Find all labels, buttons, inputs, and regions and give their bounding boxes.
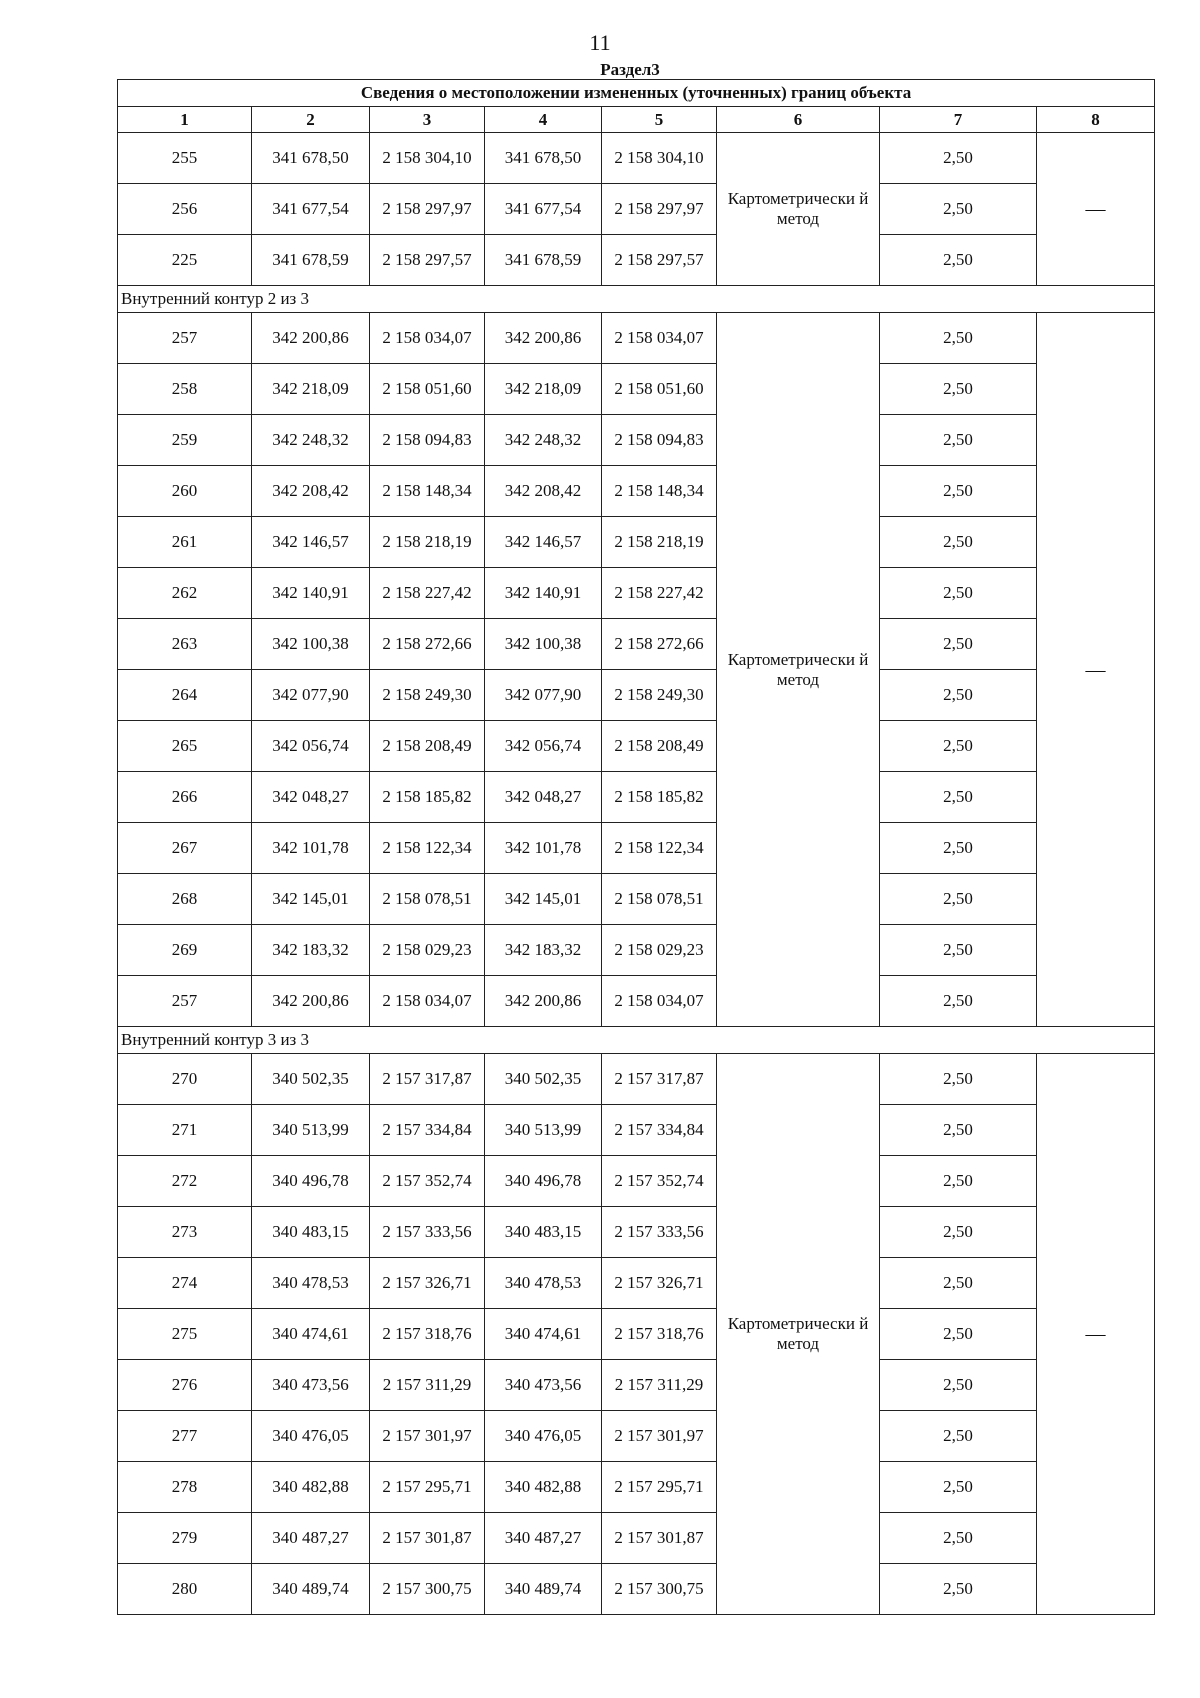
table-row — [118, 1564, 1155, 1615]
table-title-row — [118, 80, 1155, 107]
y-existing-cell: 2 158 272,66 — [370, 619, 485, 670]
table-row — [118, 976, 1155, 1027]
y-updated-cell: 2 157 334,84 — [602, 1105, 717, 1156]
table-row — [118, 466, 1155, 517]
table-row — [118, 1360, 1155, 1411]
page-number: 11 — [589, 30, 611, 55]
y-existing-cell: 2 157 317,87 — [370, 1054, 485, 1105]
accuracy-cell: 2,50 — [880, 133, 1037, 184]
table-row — [118, 415, 1155, 466]
table-row — [118, 1309, 1155, 1360]
accuracy-cell: 2,50 — [880, 1105, 1037, 1156]
y-updated-cell: 2 158 297,57 — [602, 235, 717, 286]
y-updated-cell: 2 158 122,34 — [602, 823, 717, 874]
y-updated-cell: 2 158 034,07 — [602, 976, 717, 1027]
method-cell: Картометрически й метод — [717, 313, 880, 1027]
y-existing-cell: 2 158 208,49 — [370, 721, 485, 772]
point-number-cell: 273 — [118, 1207, 252, 1258]
x-existing-cell: 341 678,50 — [252, 133, 370, 184]
point-number-cell: 225 — [118, 235, 252, 286]
x-existing-cell: 342 146,57 — [252, 517, 370, 568]
y-updated-cell: 2 158 078,51 — [602, 874, 717, 925]
table-row — [118, 874, 1155, 925]
table-row — [118, 1207, 1155, 1258]
x-existing-cell: 340 478,53 — [252, 1258, 370, 1309]
x-updated-cell: 341 678,59 — [485, 235, 602, 286]
table-row — [118, 133, 1155, 184]
y-updated-cell: 2 157 301,97 — [602, 1411, 717, 1462]
x-updated-cell: 340 474,61 — [485, 1309, 602, 1360]
point-number-cell: 272 — [118, 1156, 252, 1207]
x-updated-cell: 340 473,56 — [485, 1360, 602, 1411]
point-number-cell: 267 — [118, 823, 252, 874]
point-number-cell: 260 — [118, 466, 252, 517]
y-existing-cell: 2 158 034,07 — [370, 313, 485, 364]
x-existing-cell: 340 473,56 — [252, 1360, 370, 1411]
y-updated-cell: 2 158 208,49 — [602, 721, 717, 772]
y-updated-cell: 2 158 185,82 — [602, 772, 717, 823]
x-existing-cell: 340 502,35 — [252, 1054, 370, 1105]
x-existing-cell: 342 101,78 — [252, 823, 370, 874]
x-existing-cell: 342 248,32 — [252, 415, 370, 466]
point-number-cell: 270 — [118, 1054, 252, 1105]
accuracy-cell: 2,50 — [880, 1564, 1037, 1615]
accuracy-cell: 2,50 — [880, 313, 1037, 364]
x-updated-cell: 342 056,74 — [485, 721, 602, 772]
y-existing-cell: 2 158 227,42 — [370, 568, 485, 619]
table-row — [118, 184, 1155, 235]
x-updated-cell: 342 183,32 — [485, 925, 602, 976]
x-existing-cell: 341 678,59 — [252, 235, 370, 286]
accuracy-cell: 2,50 — [880, 925, 1037, 976]
contour-label: Внутренний контур 3 из 3 — [118, 1027, 1155, 1054]
x-updated-cell: 342 145,01 — [485, 874, 602, 925]
column-number: 5 — [602, 107, 717, 133]
x-updated-cell: 342 248,32 — [485, 415, 602, 466]
accuracy-cell: 2,50 — [880, 415, 1037, 466]
table-row — [118, 721, 1155, 772]
y-existing-cell: 2 157 311,29 — [370, 1360, 485, 1411]
table-row — [118, 1258, 1155, 1309]
x-updated-cell: 342 218,09 — [485, 364, 602, 415]
y-updated-cell: 2 157 318,76 — [602, 1309, 717, 1360]
accuracy-cell: 2,50 — [880, 1207, 1037, 1258]
accuracy-cell: 2,50 — [880, 1054, 1037, 1105]
x-existing-cell: 342 200,86 — [252, 313, 370, 364]
x-existing-cell: 340 487,27 — [252, 1513, 370, 1564]
y-updated-cell: 2 158 297,97 — [602, 184, 717, 235]
x-updated-cell: 340 482,88 — [485, 1462, 602, 1513]
x-updated-cell: 342 200,86 — [485, 313, 602, 364]
point-number-cell: 278 — [118, 1462, 252, 1513]
y-updated-cell: 2 157 295,71 — [602, 1462, 717, 1513]
y-existing-cell: 2 158 094,83 — [370, 415, 485, 466]
accuracy-cell: 2,50 — [880, 823, 1037, 874]
column-number: 8 — [1037, 107, 1155, 133]
method-cell: Картометрически й метод — [717, 133, 880, 286]
table-row — [118, 925, 1155, 976]
column-8-cell: — — [1037, 1054, 1155, 1615]
table-row — [118, 619, 1155, 670]
point-number-cell: 280 — [118, 1564, 252, 1615]
x-updated-cell: 340 483,15 — [485, 1207, 602, 1258]
x-updated-cell: 342 101,78 — [485, 823, 602, 874]
table-row — [118, 517, 1155, 568]
y-existing-cell: 2 158 297,57 — [370, 235, 485, 286]
accuracy-cell: 2,50 — [880, 1156, 1037, 1207]
point-number-cell: 264 — [118, 670, 252, 721]
x-existing-cell: 340 476,05 — [252, 1411, 370, 1462]
point-number-cell: 255 — [118, 133, 252, 184]
x-existing-cell: 342 208,42 — [252, 466, 370, 517]
x-updated-cell: 342 100,38 — [485, 619, 602, 670]
point-number-cell: 266 — [118, 772, 252, 823]
accuracy-cell: 2,50 — [880, 619, 1037, 670]
table-row — [118, 823, 1155, 874]
x-updated-cell: 342 146,57 — [485, 517, 602, 568]
table-row — [118, 1462, 1155, 1513]
accuracy-cell: 2,50 — [880, 772, 1037, 823]
y-existing-cell: 2 157 301,87 — [370, 1513, 485, 1564]
x-existing-cell: 340 474,61 — [252, 1309, 370, 1360]
accuracy-cell: 2,50 — [880, 364, 1037, 415]
point-number-cell: 279 — [118, 1513, 252, 1564]
point-number-cell: 277 — [118, 1411, 252, 1462]
contour-label-row — [118, 286, 1155, 313]
accuracy-cell: 2,50 — [880, 670, 1037, 721]
x-existing-cell: 340 513,99 — [252, 1105, 370, 1156]
y-updated-cell: 2 158 029,23 — [602, 925, 717, 976]
y-updated-cell: 2 158 249,30 — [602, 670, 717, 721]
accuracy-cell: 2,50 — [880, 568, 1037, 619]
x-existing-cell: 341 677,54 — [252, 184, 370, 235]
y-existing-cell: 2 158 304,10 — [370, 133, 485, 184]
y-updated-cell: 2 158 272,66 — [602, 619, 717, 670]
x-existing-cell: 342 218,09 — [252, 364, 370, 415]
column-number: 7 — [880, 107, 1037, 133]
table-title: Сведения о местоположении измененных (уточненных) границ объекта — [118, 80, 1155, 107]
x-existing-cell: 340 482,88 — [252, 1462, 370, 1513]
x-updated-cell: 340 513,99 — [485, 1105, 602, 1156]
point-number-cell: 257 — [118, 976, 252, 1027]
point-number-cell: 271 — [118, 1105, 252, 1156]
point-number-cell: 263 — [118, 619, 252, 670]
x-existing-cell: 342 100,38 — [252, 619, 370, 670]
x-existing-cell: 342 077,90 — [252, 670, 370, 721]
point-number-cell: 257 — [118, 313, 252, 364]
x-existing-cell: 342 056,74 — [252, 721, 370, 772]
y-existing-cell: 2 158 249,30 — [370, 670, 485, 721]
table-row — [118, 568, 1155, 619]
accuracy-cell: 2,50 — [880, 874, 1037, 925]
y-updated-cell: 2 157 300,75 — [602, 1564, 717, 1615]
x-existing-cell: 342 048,27 — [252, 772, 370, 823]
section-title: Раздел3 — [600, 60, 660, 79]
accuracy-cell: 2,50 — [880, 235, 1037, 286]
x-existing-cell: 342 200,86 — [252, 976, 370, 1027]
accuracy-cell: 2,50 — [880, 1360, 1037, 1411]
accuracy-cell: 2,50 — [880, 1258, 1037, 1309]
accuracy-cell: 2,50 — [880, 1462, 1037, 1513]
table-row — [118, 772, 1155, 823]
table-row — [118, 1156, 1155, 1207]
y-existing-cell: 2 158 078,51 — [370, 874, 485, 925]
x-updated-cell: 341 678,50 — [485, 133, 602, 184]
table-row — [118, 1513, 1155, 1564]
y-updated-cell: 2 158 051,60 — [602, 364, 717, 415]
point-number-cell: 259 — [118, 415, 252, 466]
table-row — [118, 313, 1155, 364]
y-existing-cell: 2 157 334,84 — [370, 1105, 485, 1156]
y-updated-cell: 2 157 333,56 — [602, 1207, 717, 1258]
column-number: 6 — [717, 107, 880, 133]
x-updated-cell: 342 077,90 — [485, 670, 602, 721]
y-existing-cell: 2 157 301,97 — [370, 1411, 485, 1462]
contour-label: Внутренний контур 2 из 3 — [118, 286, 1155, 313]
table-row — [118, 670, 1155, 721]
column-number-row — [118, 107, 1155, 133]
x-existing-cell: 340 489,74 — [252, 1564, 370, 1615]
point-number-cell: 269 — [118, 925, 252, 976]
y-existing-cell: 2 157 352,74 — [370, 1156, 485, 1207]
point-number-cell: 261 — [118, 517, 252, 568]
x-updated-cell: 342 200,86 — [485, 976, 602, 1027]
y-existing-cell: 2 157 318,76 — [370, 1309, 485, 1360]
table-row — [118, 1411, 1155, 1462]
y-updated-cell: 2 158 227,42 — [602, 568, 717, 619]
x-updated-cell: 340 489,74 — [485, 1564, 602, 1615]
y-updated-cell: 2 157 352,74 — [602, 1156, 717, 1207]
x-existing-cell: 342 140,91 — [252, 568, 370, 619]
x-updated-cell: 342 048,27 — [485, 772, 602, 823]
point-number-cell: 262 — [118, 568, 252, 619]
point-number-cell: 275 — [118, 1309, 252, 1360]
x-existing-cell: 340 483,15 — [252, 1207, 370, 1258]
point-number-cell: 276 — [118, 1360, 252, 1411]
y-existing-cell: 2 157 300,75 — [370, 1564, 485, 1615]
y-existing-cell: 2 158 034,07 — [370, 976, 485, 1027]
y-updated-cell: 2 158 304,10 — [602, 133, 717, 184]
point-number-cell: 258 — [118, 364, 252, 415]
accuracy-cell: 2,50 — [880, 1309, 1037, 1360]
accuracy-cell: 2,50 — [880, 976, 1037, 1027]
point-number-cell: 274 — [118, 1258, 252, 1309]
x-existing-cell: 342 183,32 — [252, 925, 370, 976]
x-updated-cell: 340 496,78 — [485, 1156, 602, 1207]
x-existing-cell: 340 496,78 — [252, 1156, 370, 1207]
table-row — [118, 364, 1155, 415]
y-updated-cell: 2 158 034,07 — [602, 313, 717, 364]
y-existing-cell: 2 158 029,23 — [370, 925, 485, 976]
y-updated-cell: 2 158 148,34 — [602, 466, 717, 517]
accuracy-cell: 2,50 — [880, 721, 1037, 772]
y-updated-cell: 2 157 326,71 — [602, 1258, 717, 1309]
y-updated-cell: 2 158 218,19 — [602, 517, 717, 568]
x-existing-cell: 342 145,01 — [252, 874, 370, 925]
y-existing-cell: 2 158 122,34 — [370, 823, 485, 874]
x-updated-cell: 340 487,27 — [485, 1513, 602, 1564]
column-number: 2 — [252, 107, 370, 133]
accuracy-cell: 2,50 — [880, 184, 1037, 235]
accuracy-cell: 2,50 — [880, 1513, 1037, 1564]
x-updated-cell: 340 476,05 — [485, 1411, 602, 1462]
contour-label-row — [118, 1027, 1155, 1054]
column-number: 4 — [485, 107, 602, 133]
column-number: 3 — [370, 107, 485, 133]
y-existing-cell: 2 158 297,97 — [370, 184, 485, 235]
column-number: 1 — [118, 107, 252, 133]
y-existing-cell: 2 158 185,82 — [370, 772, 485, 823]
table-row — [118, 1105, 1155, 1156]
accuracy-cell: 2,50 — [880, 517, 1037, 568]
y-existing-cell: 2 157 333,56 — [370, 1207, 485, 1258]
x-updated-cell: 342 140,91 — [485, 568, 602, 619]
point-number-cell: 268 — [118, 874, 252, 925]
point-number-cell: 256 — [118, 184, 252, 235]
method-cell: Картометрически й метод — [717, 1054, 880, 1615]
column-8-cell: — — [1037, 313, 1155, 1027]
y-updated-cell: 2 157 311,29 — [602, 1360, 717, 1411]
point-number-cell: 265 — [118, 721, 252, 772]
table-row — [118, 1054, 1155, 1105]
y-existing-cell: 2 157 326,71 — [370, 1258, 485, 1309]
y-existing-cell: 2 158 218,19 — [370, 517, 485, 568]
y-updated-cell: 2 158 094,83 — [602, 415, 717, 466]
coordinates-table — [117, 79, 1155, 1615]
x-updated-cell: 341 677,54 — [485, 184, 602, 235]
x-updated-cell: 342 208,42 — [485, 466, 602, 517]
y-updated-cell: 2 157 301,87 — [602, 1513, 717, 1564]
y-existing-cell: 2 158 051,60 — [370, 364, 485, 415]
y-updated-cell: 2 157 317,87 — [602, 1054, 717, 1105]
x-updated-cell: 340 478,53 — [485, 1258, 602, 1309]
x-updated-cell: 340 502,35 — [485, 1054, 602, 1105]
table-row — [118, 235, 1155, 286]
table-body — [118, 80, 1155, 1615]
column-8-cell: — — [1037, 133, 1155, 286]
accuracy-cell: 2,50 — [880, 466, 1037, 517]
accuracy-cell: 2,50 — [880, 1411, 1037, 1462]
y-existing-cell: 2 158 148,34 — [370, 466, 485, 517]
y-existing-cell: 2 157 295,71 — [370, 1462, 485, 1513]
